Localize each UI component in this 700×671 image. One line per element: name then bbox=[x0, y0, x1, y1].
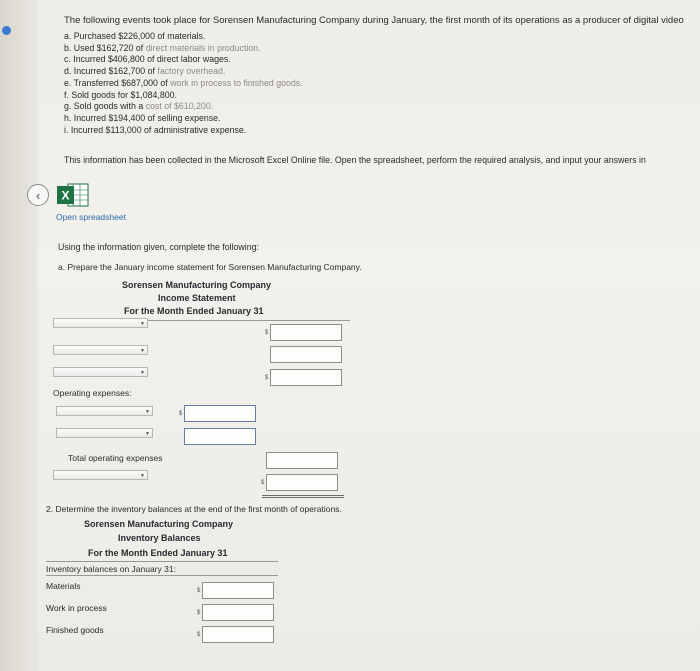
currency-symbol: $ bbox=[261, 480, 265, 486]
list-item: e. Transferred $687,000 of work in process to finished goods. bbox=[64, 77, 303, 88]
operating-expense-2-select[interactable] bbox=[56, 428, 153, 438]
dropdown-arrow-icon: ▼ bbox=[145, 409, 150, 415]
currency-symbol: $ bbox=[197, 610, 201, 616]
left-margin bbox=[0, 0, 41, 671]
header-rule bbox=[46, 561, 278, 562]
row-rule bbox=[46, 575, 278, 576]
chevron-left-icon: ‹ bbox=[35, 187, 41, 203]
part-2-instruction: 2. Determine the inventory balances at the end of the first month of operations. bbox=[46, 504, 342, 514]
currency-symbol: $ bbox=[265, 375, 269, 381]
dropdown-arrow-icon: ▼ bbox=[140, 473, 145, 479]
dropdown-arrow-icon: ▼ bbox=[145, 431, 150, 437]
operating-expenses-label: Operating expenses: bbox=[53, 388, 132, 398]
excel-icon[interactable] bbox=[56, 182, 90, 208]
finished-goods-amount[interactable] bbox=[202, 626, 274, 643]
income-line-3-select[interactable] bbox=[53, 367, 148, 377]
list-item: c. Incurred $406,800 of direct labor wages. bbox=[64, 54, 231, 65]
excel-info-note: This information has been collected in the Microsoft Excel Online file. Open the spreadsheet, perform the required analysis, and input your answers in bbox=[64, 155, 646, 165]
work-in-process-label: Work in process bbox=[46, 603, 107, 613]
currency-symbol: $ bbox=[265, 330, 269, 336]
materials-amount[interactable] bbox=[202, 582, 274, 599]
dropdown-arrow-icon: ▼ bbox=[140, 348, 145, 354]
income-line-2-select[interactable] bbox=[53, 345, 148, 355]
work-in-process-amount[interactable] bbox=[202, 604, 274, 621]
income-line-1-select[interactable] bbox=[53, 318, 148, 328]
currency-symbol: $ bbox=[197, 588, 201, 594]
instructions-prompt: Using the information given, complete the following: bbox=[58, 242, 259, 252]
excel-letter: X bbox=[61, 188, 70, 203]
list-item: g. Sold goods with a cost of $610,200. bbox=[64, 101, 214, 112]
income-line-2-amount[interactable] bbox=[270, 346, 342, 363]
materials-label: Materials bbox=[46, 581, 81, 591]
list-item: f. Sold goods for $1,084,800. bbox=[64, 89, 177, 100]
currency-symbol: $ bbox=[197, 632, 201, 638]
income-company-name: Sorensen Manufacturing Company bbox=[122, 280, 272, 290]
list-item: h. Incurred $194,400 of selling expense. bbox=[64, 112, 221, 123]
dropdown-arrow-icon: ▼ bbox=[140, 321, 145, 327]
back-button[interactable] bbox=[27, 184, 49, 206]
income-line-1-amount[interactable] bbox=[270, 324, 342, 341]
double-underline bbox=[262, 497, 344, 498]
operating-expense-1-select[interactable] bbox=[56, 406, 153, 416]
open-spreadsheet-link[interactable]: Open spreadsheet bbox=[56, 212, 126, 222]
total-operating-expenses-label: Total operating expenses bbox=[68, 453, 163, 463]
double-underline bbox=[262, 495, 344, 496]
list-item: a. Purchased $226,000 of materials. bbox=[64, 31, 206, 41]
income-statement-period: For the Month Ended January 31 bbox=[124, 306, 264, 316]
inventory-statement-period: For the Month Ended January 31 bbox=[88, 548, 228, 558]
operating-expense-1-amount[interactable] bbox=[184, 405, 256, 422]
list-item: i. Incurred $113,000 of administrative expense. bbox=[64, 124, 247, 135]
income-line-3-amount[interactable] bbox=[270, 369, 342, 386]
income-statement-title: Income Statement bbox=[158, 293, 236, 303]
inventory-company-name: Sorensen Manufacturing Company bbox=[84, 519, 234, 529]
income-final-line-amount[interactable] bbox=[266, 474, 338, 491]
dropdown-arrow-icon: ▼ bbox=[140, 370, 145, 376]
operating-expense-2-amount[interactable] bbox=[184, 428, 256, 445]
problem-intro: The following events took place for Sorensen Manufacturing Company during January, the first month of its operations as a producer of digital video bbox=[64, 15, 684, 26]
list-item: b. Used $162,720 of direct materials in production. bbox=[64, 42, 261, 53]
events-list bbox=[64, 31, 303, 136]
inventory-statement-title: Inventory Balances bbox=[118, 533, 201, 543]
currency-symbol: $ bbox=[179, 411, 183, 417]
indicator-dot bbox=[2, 26, 11, 35]
inventory-balances-label: Inventory balances on January 31: bbox=[46, 564, 176, 574]
income-final-line-select[interactable] bbox=[53, 470, 148, 480]
list-item: d. Incurred $162,700 of factory overhead. bbox=[64, 66, 226, 77]
total-operating-expenses-amount[interactable] bbox=[266, 452, 338, 469]
part-a-instruction: a. Prepare the January income statement for Sorensen Manufacturing Company. bbox=[58, 262, 362, 272]
finished-goods-label: Finished goods bbox=[46, 625, 104, 635]
